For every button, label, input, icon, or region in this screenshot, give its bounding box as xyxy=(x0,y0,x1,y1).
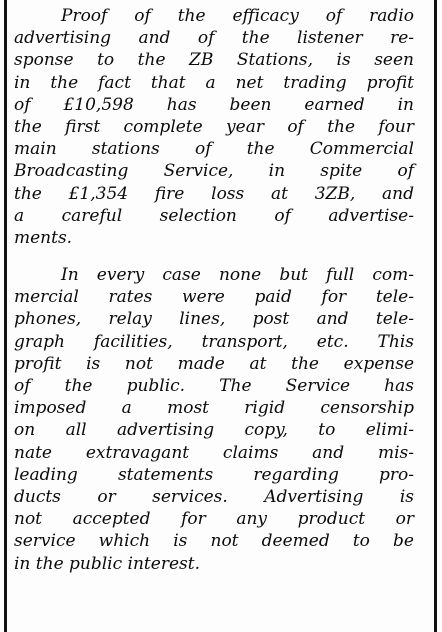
text-line: on all advertising copy, to elimi- xyxy=(14,420,414,441)
text-line: in the public interest. xyxy=(14,553,200,574)
text-line: the £1,354 fire loss at 3ZB, and xyxy=(14,183,414,204)
text-line: In every case none but full com- xyxy=(61,265,414,286)
text-line: graph facilities, transport, etc. This xyxy=(14,331,414,352)
left-column-rule xyxy=(4,0,7,632)
text-line: Broadcasting Service, in spite of xyxy=(14,161,414,182)
text-line: ducts or services. Advertising is xyxy=(14,486,414,507)
text-line: of £10,598 has been earned in xyxy=(14,94,414,115)
paragraph-spacer xyxy=(14,249,414,264)
text-line: of the public. The Service has xyxy=(14,376,414,396)
text-line: in the fact that a net trading profit xyxy=(14,72,414,93)
article-body xyxy=(14,5,414,575)
text-line: the first complete year of the four xyxy=(14,116,414,137)
text-line: phones, relay lines, post and tele- xyxy=(14,309,414,330)
text-line: Proof of the efficacy of radio xyxy=(61,6,414,26)
text-line: service which is not deemed to be xyxy=(14,531,414,552)
text-line: advertising and of the listener re- xyxy=(14,28,414,49)
text-line: ments. xyxy=(14,227,73,248)
text-line: nate extravagant claims and mis- xyxy=(14,442,414,463)
text-line: a careful selection of advertise- xyxy=(14,205,414,226)
right-column-rule xyxy=(434,0,437,632)
paragraph-2 xyxy=(14,264,414,575)
text-line: not accepted for any product or xyxy=(14,509,414,530)
text-line: profit is not made at the expense xyxy=(14,353,414,374)
text-line: imposed a most rigid censorship xyxy=(14,398,414,419)
text-line: sponse to the ZB Stations, is seen xyxy=(14,50,414,71)
text-line: leading statements regarding pro- xyxy=(14,464,414,485)
text-line: mercial rates were paid for tele- xyxy=(14,287,414,308)
text-line: main stations of the Commercial xyxy=(14,139,414,160)
paragraph-1 xyxy=(14,5,414,249)
